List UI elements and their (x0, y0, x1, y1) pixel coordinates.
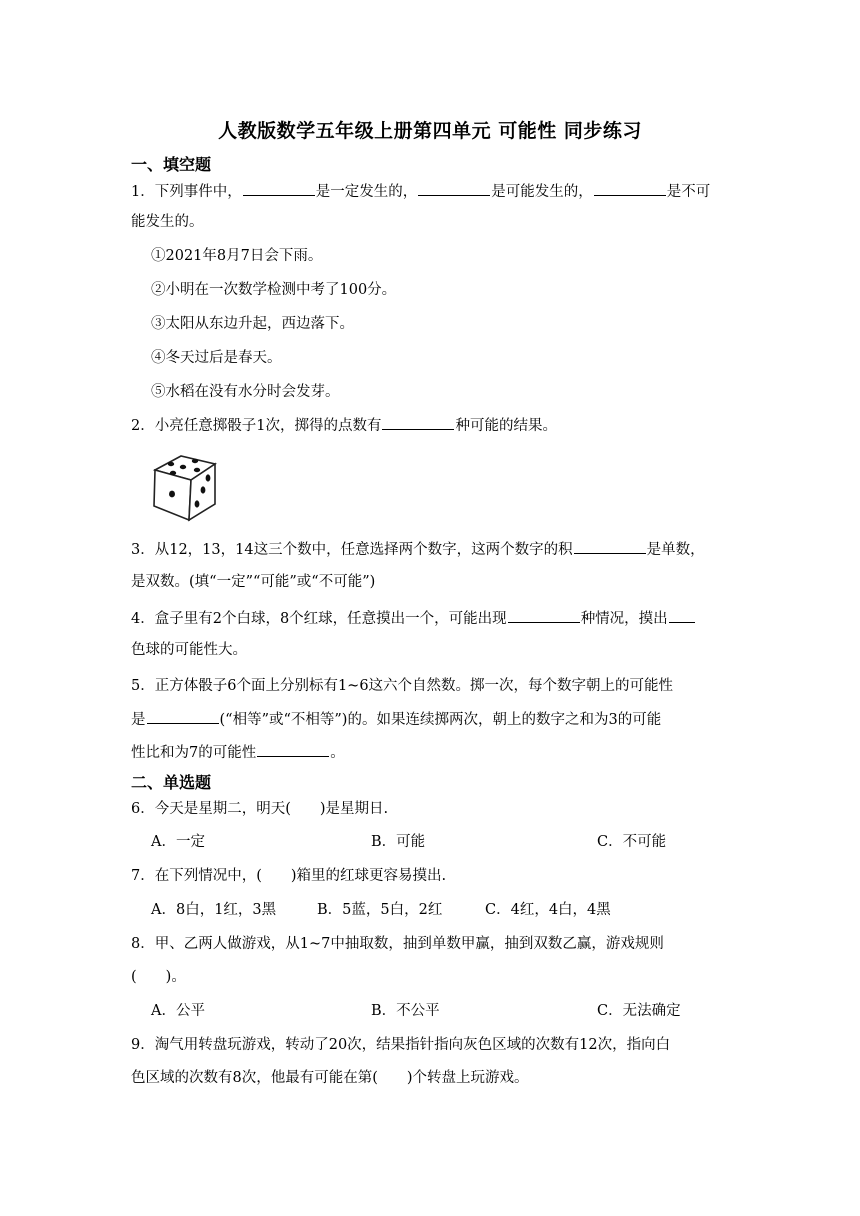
answer-blank[interactable] (382, 415, 454, 430)
question-5-line-3: 性比和为7的可能性 。 (131, 742, 345, 763)
question-5-line-1: 5．正方体骰子6个面上分别标有1~6这六个自然数。掷一次，每个数字朝上的可能性 (131, 678, 674, 694)
question-4-line-1: 4．盒子里有2个白球，8个红球，任意摸出一个，可能出现 种情况，摸出 (131, 608, 696, 629)
answer-blank[interactable] (243, 181, 315, 196)
list-item: ⑤水稻在没有水分时会发芽。 (151, 384, 340, 400)
option-a[interactable]: A．公平 (151, 1003, 205, 1019)
section-fill-blank: 一、填空题 (131, 155, 212, 174)
question-9-line-2: 色区域的次数有8次，他最有可能在第( )个转盘上玩游戏。 (131, 1070, 529, 1086)
question-8-line-2: ( )。 (131, 969, 186, 985)
option-a[interactable]: A．一定 (151, 834, 205, 850)
answer-blank[interactable] (257, 742, 329, 757)
list-item: ②小明在一次数学检测中考了100分。 (151, 282, 397, 298)
question-7: 7．在下列情况中，( )箱里的红球更容易摸出. (131, 868, 447, 884)
question-1-line-2: 能发生的。 (131, 214, 204, 230)
answer-blank[interactable] (594, 181, 666, 196)
answer-blank[interactable] (508, 608, 580, 623)
list-item: ③太阳从东边升起，西边落下。 (151, 316, 354, 332)
question-4-line-2: 色球的可能性大。 (131, 642, 247, 658)
option-a[interactable]: A．8白，1红，3黑 (151, 902, 277, 918)
question-3-line-1: 3．从12，13，14这三个数中，任意选择两个数字，这两个数字的积 是单数， (131, 539, 705, 560)
page-title: 人教版数学五年级上册第四单元 可能性 同步练习 (218, 120, 642, 142)
option-c[interactable]: C．无法确定 (597, 1003, 681, 1019)
question-8-line-1: 8．甲、乙两人做游戏，从1~7中抽取数，抽到单数甲赢，抽到双数乙赢，游戏规则 (131, 936, 664, 952)
answer-blank[interactable] (147, 709, 219, 724)
question-6: 6．今天是星期二，明天( )是星期日. (131, 801, 389, 817)
option-b[interactable]: B．5蓝，5白，2红 (317, 902, 443, 918)
option-b[interactable]: B．可能 (371, 834, 426, 850)
question-2: 2．小亮任意掷骰子1次，掷得的点数有 种可能的结果。 (131, 415, 557, 436)
question-9-line-1: 9．淘气用转盘玩游戏，转动了20次，结果指针指向灰色区域的次数有12次，指向白 (131, 1037, 671, 1053)
option-c[interactable]: C．4红，4白，4黑 (485, 902, 611, 918)
answer-blank[interactable] (669, 608, 695, 623)
option-c[interactable]: C．不可能 (597, 834, 667, 850)
answer-blank[interactable] (418, 181, 490, 196)
section-single-choice: 二、单选题 (131, 773, 212, 792)
list-item: ①2021年8月7日会下雨。 (151, 248, 323, 264)
answer-blank[interactable] (574, 539, 646, 554)
question-1-line-1: 1．下列事件中， 是一定发生的， 是可能发生的， 是不可 (131, 181, 710, 202)
list-item: ④冬天过后是春天。 (151, 350, 282, 366)
dice-icon (151, 452, 219, 522)
question-5-line-2: 是 (“相等”或“不相等”)的。如果连续掷两次，朝上的数字之和为3的可能 (131, 709, 661, 730)
question-3-line-2: 是双数。(填“一定”“可能”或“不可能”) (131, 574, 376, 590)
option-b[interactable]: B．不公平 (371, 1003, 440, 1019)
